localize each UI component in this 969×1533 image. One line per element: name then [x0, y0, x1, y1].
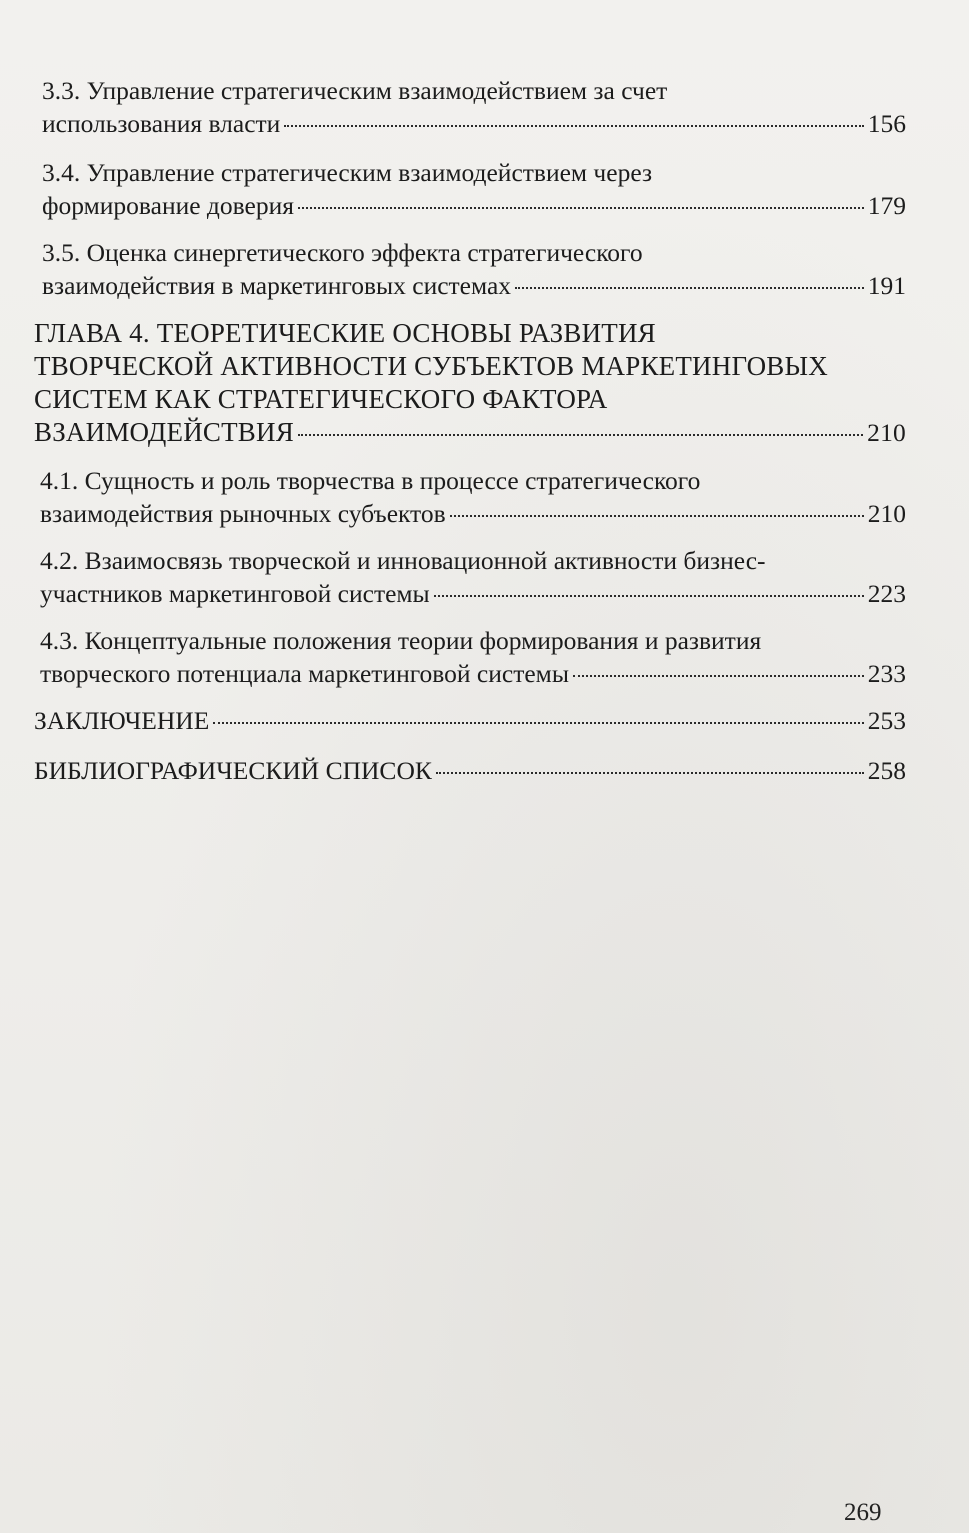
dot-leader	[298, 206, 864, 209]
dot-leader	[284, 124, 863, 127]
toc-entry-4-1	[34, 464, 906, 530]
toc-entry-last-line	[34, 657, 906, 690]
toc-entry-3-4	[34, 156, 906, 222]
toc-chapter-title-line: ГЛАВА 4. ТЕОРЕТИЧЕСКИЕ ОСНОВЫ РАЗВИТИЯ	[34, 318, 656, 348]
toc-entry-title-line: 3.4. Управление стратегическим взаимодействием через	[42, 158, 653, 187]
toc-entry-last-line	[34, 577, 906, 610]
toc-chapter-title-line: ТВОРЧЕСКОЙ АКТИВНОСТИ СУБЪЕКТОВ МАРКЕТИНГОВЫХ	[34, 351, 828, 381]
toc-entry-title-line: 3.3. Управление стратегическим взаимодействием за счет	[42, 76, 668, 105]
toc-page-number: 179	[867, 191, 906, 220]
toc-entry-title-line: формирование доверия	[42, 191, 294, 220]
toc-entry-4-3	[34, 624, 906, 690]
dot-leader	[213, 721, 863, 724]
toc-page-number: 253	[867, 706, 906, 735]
toc-entry-last-line	[34, 704, 906, 737]
toc-chapter-title-line: ВЗАИМОДЕЙСТВИЯ	[34, 417, 294, 447]
toc-page-number: 156	[867, 109, 906, 138]
toc-entry-last-line	[34, 497, 906, 530]
dot-leader	[515, 286, 864, 289]
toc-entry-last-line	[34, 107, 906, 140]
toc-entry-title-line: ЗАКЛЮЧЕНИЕ	[34, 706, 210, 735]
toc-entry-conclusion	[34, 704, 906, 737]
dot-leader	[573, 674, 864, 677]
toc-entry-3-5	[34, 236, 906, 302]
toc-page-number: 191	[867, 271, 906, 300]
toc-entry-last-line	[34, 189, 906, 222]
toc-chapter-title-line: СИСТЕМ КАК СТРАТЕГИЧЕСКОГО ФАКТОРА	[34, 384, 608, 414]
dot-leader	[434, 594, 864, 597]
dot-leader	[450, 514, 864, 517]
toc-entry-title-line: БИБЛИОГРАФИЧЕСКИЙ СПИСОК	[34, 756, 432, 785]
toc-entry-title-line: участников маркетинговой системы	[40, 579, 430, 608]
toc-entry-3-3	[34, 74, 906, 140]
toc-entry-chapter-4	[34, 317, 906, 449]
toc-page-number: 258	[867, 756, 906, 785]
page-number: 269	[844, 1499, 882, 1526]
toc-entry-title-line: 4.2. Взаимосвязь творческой и инновационной активности бизнес-	[40, 546, 766, 575]
toc-entry-title-line: взаимодействия рыночных субъектов	[40, 499, 446, 528]
toc-entry-title-line: 4.1. Сущность и роль творчества в процессе стратегического	[40, 466, 701, 495]
toc-entry-title-line: творческого потенциала маркетинговой системы	[40, 659, 569, 688]
toc-entry-4-2	[34, 544, 906, 610]
toc-entry-title-line: использования власти	[42, 109, 281, 138]
toc-page-number: 210	[867, 499, 906, 528]
toc-entry-title-line: взаимодействия в маркетинговых системах	[42, 271, 512, 300]
toc-entry-last-line	[34, 269, 906, 302]
toc-page-number: 210	[867, 418, 906, 447]
toc-page-number: 233	[867, 659, 906, 688]
toc-entry-title-line: 4.3. Концептуальные положения теории формирования и развития	[40, 626, 762, 655]
toc-entry-last-line	[34, 754, 906, 787]
toc-page-number: 223	[867, 579, 906, 608]
toc-entry-last-line	[34, 416, 906, 449]
toc-entry-bibliography	[34, 754, 906, 787]
toc-entry-title-line: 3.5. Оценка синергетического эффекта стратегического	[42, 238, 643, 267]
dot-leader	[436, 771, 864, 774]
dot-leader	[298, 433, 863, 436]
